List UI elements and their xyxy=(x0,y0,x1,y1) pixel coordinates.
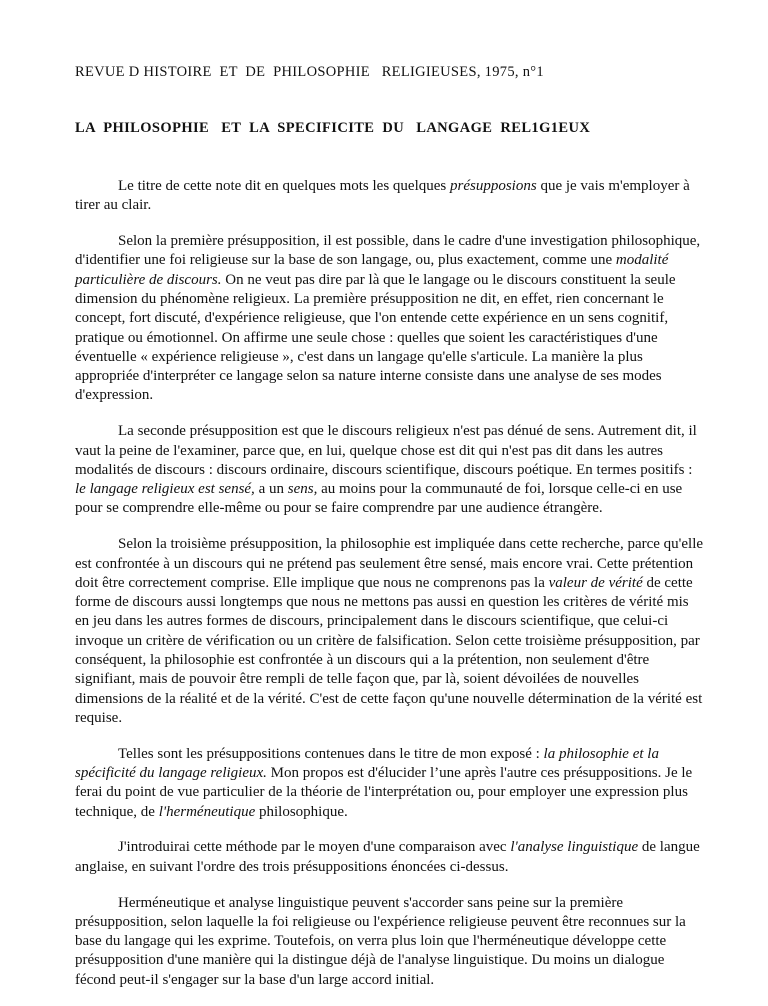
paragraph xyxy=(75,838,705,877)
emphasis-text: la philosophie et la spécificité du langage religieux. xyxy=(75,745,659,782)
emphasis-text: sens, xyxy=(287,481,318,498)
paragraph xyxy=(75,894,705,990)
text-run: au moins pour la communauté de foi, lorsque celle-ci en use pour se comprendre elle-même ou pour se faire comprendre par une audience étrangère. xyxy=(75,481,683,517)
emphasis-text: valeur de vérité xyxy=(548,574,643,591)
text-run: Mon propos est d'élucider l’une après l'autre ces présuppositions. Je le ferai du point de vue particulier de la théorie de l'interprétation ou, pour employer une expression plus technique, de xyxy=(75,765,693,820)
emphasis-text: modalité particulière de discours. xyxy=(75,252,669,288)
text-run: Herméneutique et analyse linguistique peuvent s'accorder sans peine sur la première présupposition, selon laquelle la foi religieuse ou l'expérience religieuse peuvent être reconnues sur la base du langage qui les exprime. Toutefois, on verra plus loin que l'herméneutique développe cette présupposition d'une manière qui la distingue déjà de l'analyse linguistique. Du moins un dialogue fécond peut-il s'engager sur la base d'un large accord initial. xyxy=(75,894,686,988)
text-run: que je vais m'employer à tirer au clair. xyxy=(75,178,690,214)
paragraph xyxy=(75,422,705,518)
text-run: Selon la première présupposition, il est possible, dans le cadre d'une investigation philosophique, d'identifier une foi religieuse sur la base de son langage, ou, plus exactement, comme une xyxy=(75,233,701,269)
journal-reference: REVUE D HISTOIRE ET DE PHILOSOPHIE RELIGIEUSES, 1975, n°1 xyxy=(75,64,544,80)
emphasis-text: présupposions xyxy=(450,178,537,194)
text-run: Le titre de cette note dit en quelques mots les quelques xyxy=(118,178,450,194)
paragraph xyxy=(75,535,705,728)
article-body xyxy=(75,177,705,1006)
paragraph xyxy=(75,745,705,822)
emphasis-text: l'analyse linguistique xyxy=(510,839,639,856)
text-run: philosophique. xyxy=(255,803,348,820)
text-run: Selon la troisième présupposition, la philosophie est impliquée dans cette recherche, parce qu'elle est confrontée à un discours qui ne prétend pas seulement être sensé, mais encore vrai. Cette prétention doit être correctement comprise. Elle implique que nous ne comprenons pas la xyxy=(75,536,704,591)
emphasis-text: l'herméneutique xyxy=(158,803,256,820)
text-run: de cette forme de discours aussi longtemps que nous ne mettons pas aussi en question les critères de vérité mis en jeu dans les autres formes de discours, principalement dans le discours scientifique, que celui-ci invoque un critère de vérification ou un critère de falsification. Selon cette troisième présupposition, par conséquent, la philosophie est confrontée à un discours qui a la prétention, non seulement d'être signifiant, mais de pouvoir être rempli de telle façon que, par là, soient dévoilées de nouvelles dimensions de la réalité et de la vérité. C'est de cette façon qu'une nouvelle détermination de la vérité est requise. xyxy=(75,574,703,726)
text-run: J'introduirai cette méthode par le moyen d'une comparaison avec xyxy=(118,839,511,856)
paragraph xyxy=(75,177,705,216)
text-run: a un xyxy=(254,481,288,498)
emphasis-text: le langage religieux est sensé, xyxy=(75,481,255,498)
text-run: de langue anglaise, en suivant l'ordre des trois présuppositions énoncées ci-dessus. xyxy=(75,839,700,875)
text-run: La seconde présupposition est que le discours religieux n'est pas dénué de sens. Autrement dit, il vaut la peine de l'examiner, parce que, en lui, quelque chose est dit qui n'est pas dit dans les autres modalités de discours : discours ordinaire, discours scientifique, discours poétique. En termes positifs : xyxy=(75,423,697,478)
text-run: On ne veut pas dire par là que le langage ou le discours constituent la seule dimension du phénomène religieux. La première présupposition ne dit, en effet, rien concernant le concept, fort discuté, d'expérience religieuse, que l'on entende cette expérience en un sens cognitif, pratique ou émotionnel. On affirme une seule chose : quelles que soient les caractéristiques d'une éventuelle « expérience religieuse », c'est dans un langage qu'elle s'articule. La manière la plus appropriée d'interpréter ce langage selon sa nature interne consiste dans une analyse de ses modes d'expression. xyxy=(75,271,676,404)
text-run: Telles sont les présuppositions contenues dans le titre de mon exposé : xyxy=(118,745,544,762)
article-title: LA PHILOSOPHIE ET LA SPECIFICITE DU LANGAGE REL1G1EUX xyxy=(75,120,591,136)
paragraph xyxy=(75,232,705,406)
